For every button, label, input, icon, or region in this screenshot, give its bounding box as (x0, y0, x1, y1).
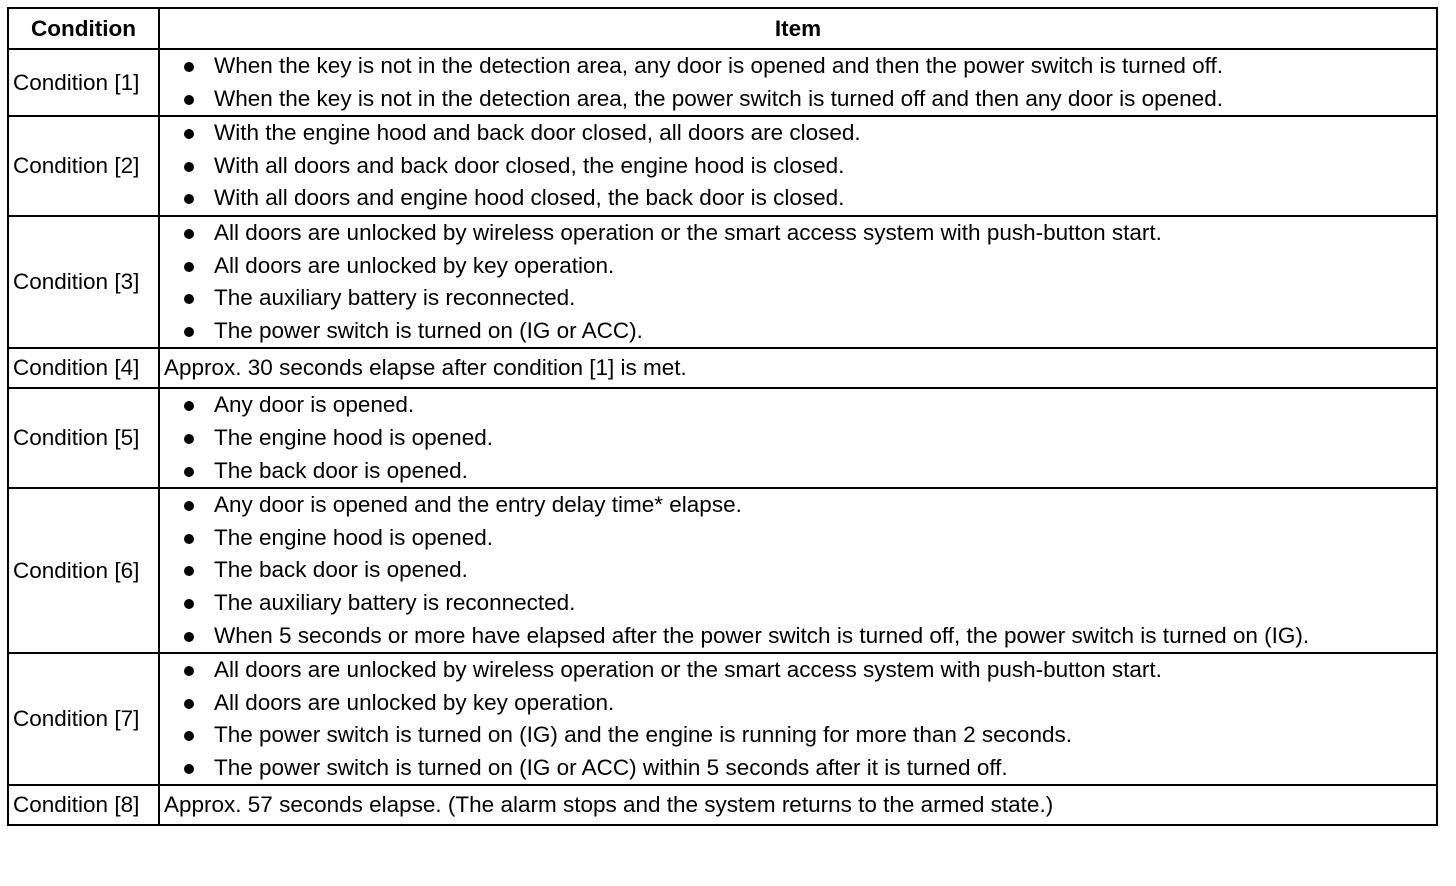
condition-items-cell (159, 488, 1437, 653)
header-item: Item (159, 8, 1437, 49)
condition-label: Condition [7] (8, 653, 159, 785)
condition-description: Approx. 57 seconds elapse. (The alarm stops and the system returns to the armed state.) (164, 792, 1054, 818)
table-header-row (8, 8, 1437, 49)
condition-label: Condition [4] (8, 348, 159, 388)
condition-item-list (164, 654, 1436, 784)
table-body (8, 49, 1437, 825)
list-item: All doors are unlocked by key operation. (164, 687, 1436, 720)
condition-items-cell (159, 653, 1437, 785)
table-row (8, 116, 1437, 216)
condition-items-cell (159, 388, 1437, 488)
condition-item-list (164, 50, 1436, 115)
list-item: All doors are unlocked by wireless operation or the smart access system with push-button start. (164, 217, 1436, 250)
condition-item-list (164, 389, 1436, 487)
table-row (8, 388, 1437, 488)
table-row (8, 216, 1437, 348)
list-item: The back door is opened. (164, 554, 1436, 587)
condition-label: Condition [8] (8, 785, 159, 825)
condition-items-cell (159, 49, 1437, 116)
condition-items-cell (159, 785, 1437, 825)
table-row (8, 49, 1437, 116)
list-item: The auxiliary battery is reconnected. (164, 282, 1436, 315)
list-item: With the engine hood and back door closed, all doors are closed. (164, 117, 1436, 150)
list-item: With all doors and engine hood closed, the back door is closed. (164, 182, 1436, 215)
condition-table (7, 7, 1438, 826)
condition-item-list (164, 217, 1436, 347)
list-item: All doors are unlocked by key operation. (164, 250, 1436, 283)
list-item: The auxiliary battery is reconnected. (164, 587, 1436, 620)
list-item: The power switch is turned on (IG or ACC). (164, 315, 1436, 348)
table-row (8, 348, 1437, 388)
list-item: Any door is opened. (164, 389, 1436, 422)
condition-items-cell (159, 348, 1437, 388)
condition-item-list (164, 117, 1436, 215)
condition-label: Condition [6] (8, 488, 159, 653)
table-row (8, 785, 1437, 825)
list-item: All doors are unlocked by wireless operation or the smart access system with push-button start. (164, 654, 1436, 687)
header-condition: Condition (8, 8, 159, 49)
list-item: When the key is not in the detection area, any door is opened and then the power switch is turned off. (164, 50, 1436, 83)
list-item: The power switch is turned on (IG) and the engine is running for more than 2 seconds. (164, 719, 1436, 752)
list-item: The engine hood is opened. (164, 422, 1436, 455)
table-row (8, 653, 1437, 785)
condition-label: Condition [5] (8, 388, 159, 488)
condition-label: Condition [3] (8, 216, 159, 348)
condition-label: Condition [2] (8, 116, 159, 216)
list-item: The power switch is turned on (IG or ACC) within 5 seconds after it is turned off. (164, 752, 1436, 785)
condition-items-cell (159, 216, 1437, 348)
list-item: The engine hood is opened. (164, 522, 1436, 555)
list-item: The back door is opened. (164, 455, 1436, 488)
list-item: With all doors and back door closed, the engine hood is closed. (164, 150, 1436, 183)
condition-items-cell (159, 116, 1437, 216)
list-item: Any door is opened and the entry delay time* elapse. (164, 489, 1436, 522)
condition-table-wrapper (7, 7, 1438, 826)
list-item: When the key is not in the detection area, the power switch is turned off and then any door is opened. (164, 83, 1436, 116)
condition-label: Condition [1] (8, 49, 159, 116)
table-row (8, 488, 1437, 653)
condition-description: Approx. 30 seconds elapse after condition [1] is met. (164, 355, 687, 381)
list-item: When 5 seconds or more have elapsed after the power switch is turned off, the power switch is turned on (IG). (164, 620, 1436, 653)
condition-item-list (164, 489, 1436, 652)
